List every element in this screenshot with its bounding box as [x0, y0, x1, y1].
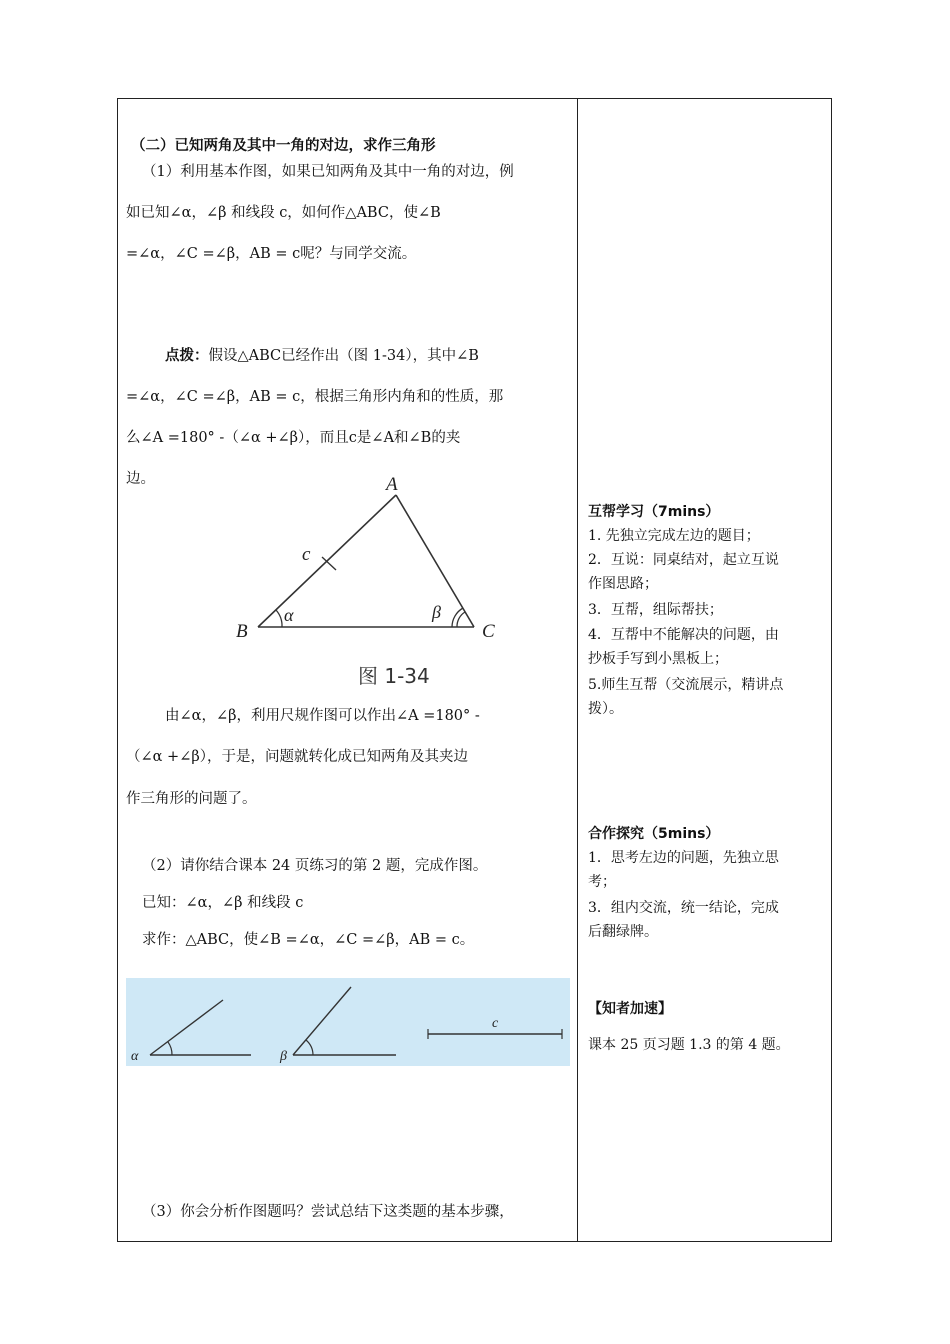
alpha-label: α [284, 605, 294, 625]
triangle-figure [226, 470, 516, 650]
beta-label: β [432, 602, 441, 622]
para2-line3: 作三角形的问题了。 [126, 791, 257, 807]
help-item-4: 4．互帮中不能解决的问题，由 [588, 627, 779, 643]
hint-label: 点拨： [165, 348, 209, 364]
side-c-label: c [302, 544, 311, 565]
given-alpha-label: α [131, 1049, 139, 1064]
para2-line1: 由∠α，∠β，利用尺规作图可以作出∠A =180° - [165, 708, 480, 724]
coop-item-1b: 考； [588, 874, 616, 890]
para1-line1: （1）利用基本作图，如果已知两角及其中一角的对边，例 [142, 164, 514, 180]
help-item-3: 3．互帮，组际帮扶； [588, 602, 723, 618]
hint-line4: 边。 [126, 471, 155, 487]
para1-line2: 如已知∠α，∠β 和线段 c，如何作△ABC，使∠B [126, 205, 441, 221]
help-item-2b: 作图思路； [588, 576, 658, 592]
help-title: 互帮学习（7mins） [588, 504, 720, 520]
vertex-b-label: B [236, 621, 248, 642]
fast-title: 【知者加速】 [588, 1001, 672, 1017]
figure-caption: 图 1-34 [358, 664, 430, 688]
help-item-1: 1. 先独立完成左边的题目； [588, 528, 760, 544]
help-item-2: 2．互说：同桌结对，起立互说 [588, 552, 779, 568]
hint-line3: 么∠A =180° -（∠α +∠β），而且c是∠A和∠B的夹 [126, 430, 461, 446]
coop-item-3b: 后翻绿牌。 [588, 924, 658, 940]
coop-item-1: 1．思考左边的问题，先独立思 [588, 850, 779, 866]
section-title: （二）已知两角及其中一角的对边，求作三角形 [131, 138, 436, 154]
help-item-5b: 拨）。 [588, 701, 623, 717]
help-item-4b: 抄板手写到小黑板上； [588, 651, 728, 667]
given-line: 已知：∠α，∠β 和线段 c [142, 895, 304, 911]
vertex-a-label: A [386, 474, 398, 495]
vertex-c-label: C [482, 621, 495, 642]
coop-item-3: 3．组内交流，统一结论，完成 [588, 900, 779, 916]
para3-line1: （2）请你结合课本 24 页练习的第 2 题，完成作图。 [142, 858, 488, 874]
hint-line1 [165, 346, 479, 366]
construct-line: 求作：△ABC，使∠B =∠α，∠C =∠β，AB = c。 [142, 932, 475, 948]
hint-text1: 假设△ABC已经作出（图 1-34），其中∠B [208, 348, 479, 364]
hint-line2: =∠α，∠C =∠β，AB = c，根据三角形内角和的性质，那 [126, 389, 504, 405]
given-figures [126, 978, 570, 1066]
para1-line3: =∠α，∠C =∠β，AB = c呢？与同学交流。 [126, 246, 417, 262]
given-beta-label: β [280, 1049, 287, 1064]
coop-title: 合作探究（5mins） [588, 826, 720, 842]
para2-line2: （∠α +∠β），于是，问题就转化成已知两角及其夹边 [126, 749, 468, 765]
para4-line: （3）你会分析作图题吗？尝试总结下这类题的基本步骤， [142, 1204, 514, 1220]
column-divider [577, 98, 578, 1242]
help-item-5: 5.师生互帮（交流展示，精讲点 [588, 677, 784, 693]
given-c-label: c [492, 1016, 499, 1031]
fast-text: 课本 25 页习题 1.3 的第 4 题。 [588, 1037, 790, 1053]
